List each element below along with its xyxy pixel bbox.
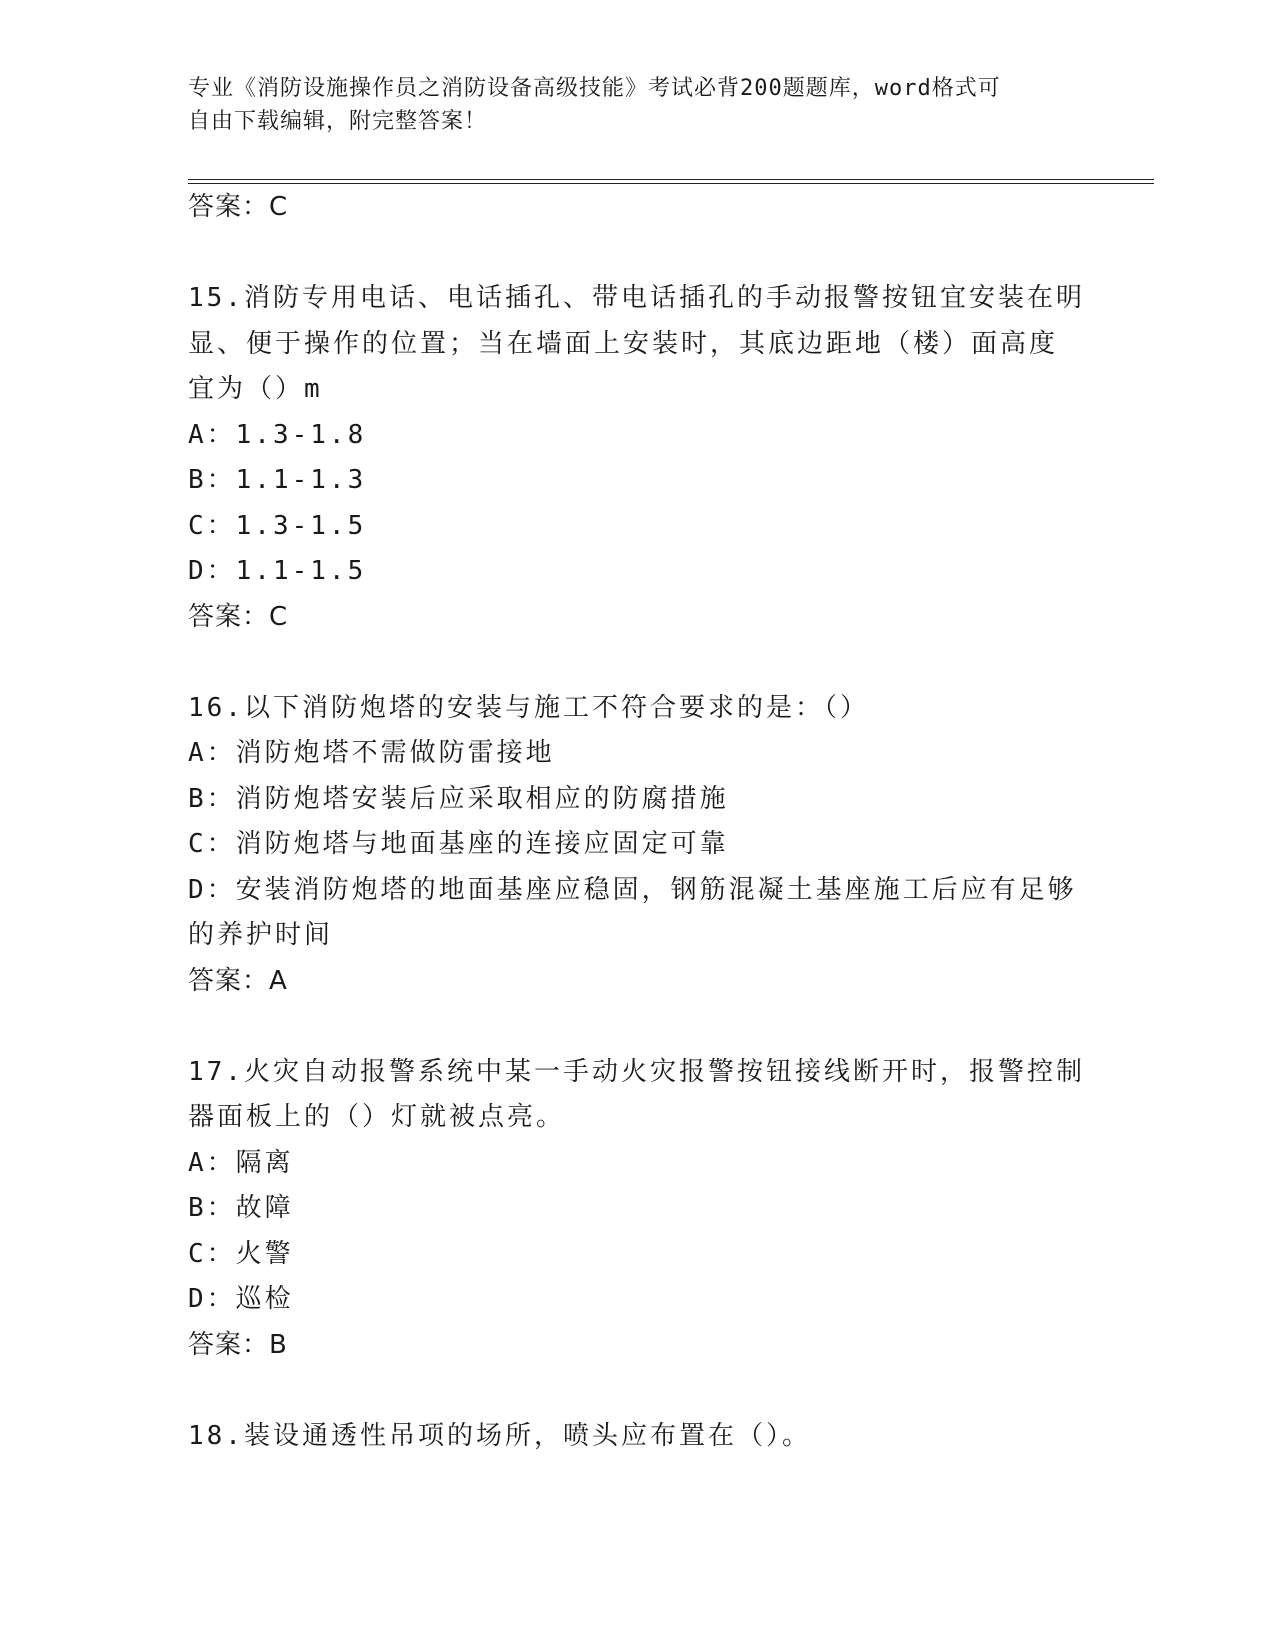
option-c: C：消防炮塔与地面基座的连接应固定可靠 — [188, 829, 729, 859]
spacer — [188, 1004, 1088, 1050]
header-line-2: 自由下载编辑，附完整答案！ — [188, 109, 488, 134]
question-stem-line: 17.火灾自动报警系统中某一手动火灾报警按钮接线断开时，报警控制 — [188, 1056, 1085, 1087]
question-stem-line: 显、便于操作的位置；当在墙面上安装时，其底边距地（楼）面高度 — [188, 328, 1059, 359]
option-b: B：消防炮塔安装后应采取相应的防腐措施 — [188, 783, 729, 814]
option-d: D：安装消防炮塔的地面基座应稳固，钢筋混凝土基座施工后应有足够 — [188, 874, 1077, 905]
option-d-continued: 的养护时间 — [188, 920, 334, 950]
spacer — [188, 231, 1088, 277]
spacer — [188, 1368, 1088, 1414]
question-stem-line: 18.装设通透性吊项的场所，喷头应布置在（）。 — [188, 1420, 811, 1451]
question-18 — [188, 1414, 1088, 1460]
option-a: A：1.3-1.8 — [188, 419, 367, 450]
option-c: C：1.3-1.5 — [188, 510, 367, 541]
option-c: C：火警 — [188, 1238, 294, 1269]
answer-line: 答案：C — [188, 601, 289, 632]
document-header — [188, 72, 1068, 138]
question-stem-line: 器面板上的（）灯就被点亮。 — [188, 1102, 566, 1132]
option-a: A：消防炮塔不需做防雷接地 — [188, 738, 555, 768]
answer-line: 答案：C — [188, 192, 289, 222]
question-16 — [188, 686, 1088, 1005]
question-list — [188, 185, 1088, 1459]
question-stem-line: 16.以下消防炮塔的安装与施工不符合要求的是：（） — [188, 692, 869, 723]
option-b: B：故障 — [188, 1193, 294, 1223]
option-d: D：1.1-1.5 — [188, 556, 367, 586]
question-17 — [188, 1050, 1088, 1369]
option-a: A：隔离 — [188, 1147, 294, 1178]
option-b: B：1.1-1.3 — [188, 465, 367, 495]
header-divider-bottom — [188, 183, 1154, 184]
question-stem-line: 宜为（）m — [188, 374, 323, 404]
question-stem-line: 15.消防专用电话、电话插孔、带电话插孔的手动报警按钮宜安装在明 — [188, 283, 1085, 313]
answer-line: 答案：B — [188, 1329, 288, 1360]
header-divider-top — [188, 179, 1154, 180]
spacer — [188, 640, 1088, 686]
answer-line: 答案：A — [188, 965, 288, 996]
question-15 — [188, 276, 1088, 640]
header-line-1: 专业《消防设施操作员之消防设备高级技能》考试必背200题题库，word格式可 — [188, 76, 1001, 101]
option-d: D：巡检 — [188, 1284, 294, 1314]
